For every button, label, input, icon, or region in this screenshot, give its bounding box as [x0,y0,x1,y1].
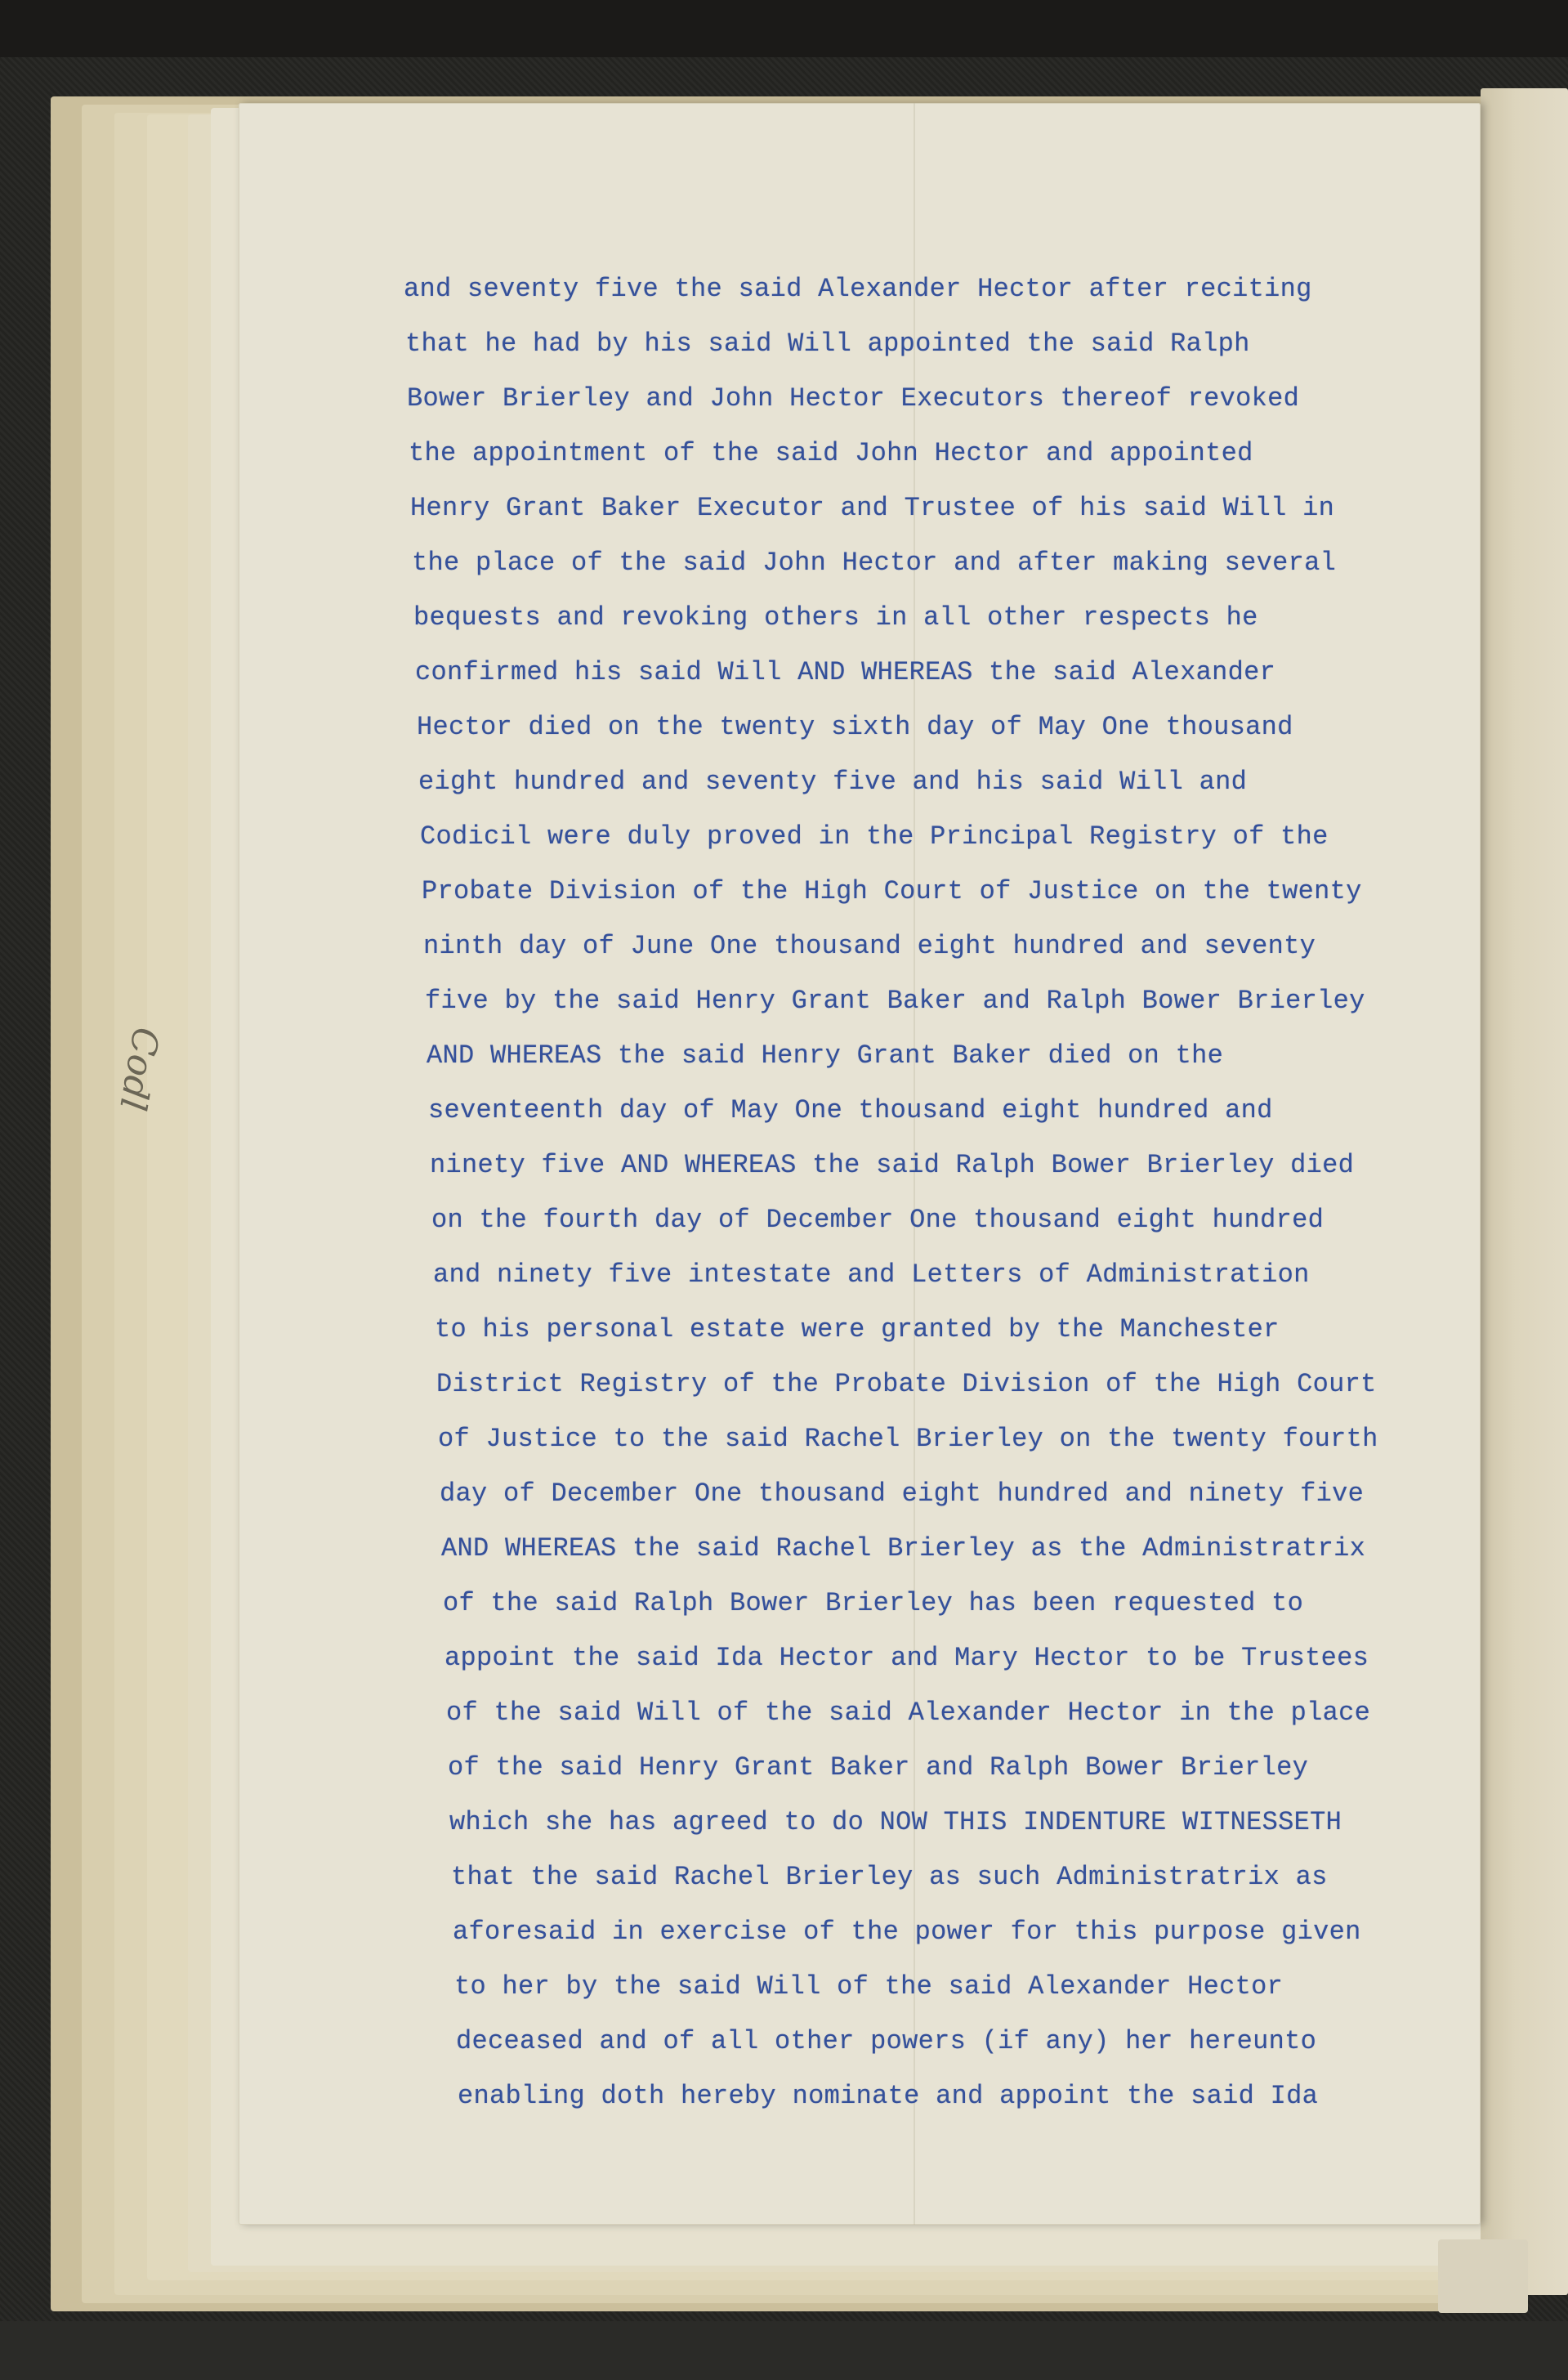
text-line: Bower Brierley and John Hector Executors thereof revoked [407,383,1300,414]
text-line: day of December One thousand eight hundred and ninety five [440,1479,1365,1509]
text-line: District Registry of the Probate Division of the High Court [436,1369,1377,1399]
text-line: to his personal estate were granted by the Manchester [435,1314,1280,1344]
text-line: and ninety five intestate and Letters of Administration [433,1259,1310,1290]
text-line: the appointment of the said John Hector and appointed [409,438,1253,468]
text-line: ninety five AND WHEREAS the said Ralph Bower Brierley died [430,1150,1355,1180]
text-line: which she has agreed to do NOW THIS INDENTURE WITNESSETH [449,1807,1342,1837]
book-cover-bottom [0,2321,1568,2380]
text-line: eight hundred and seventy five and his said Will and [418,767,1248,797]
text-line: five by the said Henry Grant Baker and Ralph Bower Brierley [425,986,1365,1016]
typed-text-block [404,262,1378,2123]
text-line: Hector died on the twenty sixth day of May One thousand [417,712,1293,742]
facing-page-edge [1481,88,1568,2295]
text-line: enabling doth hereby nominate and appoint the said Ida [458,2081,1319,2111]
text-line: of the said Henry Grant Baker and Ralph Bower Brierley [448,1752,1309,1783]
text-line: aforesaid in exercise of the power for this purpose given [453,1917,1361,1947]
text-line: confirmed his said Will AND WHEREAS the said Alexander [415,657,1276,687]
text-line: of the said Will of the said Alexander Hector in the place [446,1698,1371,1728]
text-line: to her by the said Will of the said Alexander Hector [454,1971,1284,2002]
text-line: Probate Division of the High Court of Justice on the twenty [422,876,1362,906]
text-line: Henry Grant Baker Executor and Trustee of his said Will in [410,493,1335,523]
text-line: and seventy five the said Alexander Hector after reciting [404,274,1312,304]
text-line: bequests and revoking others in all other respects he [413,602,1258,633]
text-line: ninth day of June One thousand eight hundred and seventy [423,931,1316,961]
text-line: seventeenth day of May One thousand eight hundred and [428,1095,1273,1125]
text-line: on the fourth day of December One thousand eight hundred [431,1205,1325,1235]
text-line: Codicil were duly proved in the Principal Registry of the [420,821,1329,852]
margin-annotation: Codl [110,1024,167,1114]
page-tab [1438,2239,1528,2313]
text-line: deceased and of all other powers (if any) her hereunto [456,2026,1317,2056]
text-line: appoint the said Ida Hector and Mary Hector to be Trustees [444,1643,1369,1673]
text-line: that the said Rachel Brierley as such Administratrix as [451,1862,1328,1892]
text-line: that he had by his said Will appointed the said Ralph [405,329,1250,359]
text-line: of the said Ralph Bower Brierley has been requested to [443,1588,1304,1618]
text-line: AND WHEREAS the said Henry Grant Baker died on the [427,1040,1224,1071]
text-line: of Justice to the said Rachel Brierley on the twenty fourth [438,1424,1378,1454]
text-line: AND WHEREAS the said Rachel Brierley as the Administratrix [441,1533,1366,1564]
text-line: the place of the said John Hector and after making several [412,548,1337,578]
